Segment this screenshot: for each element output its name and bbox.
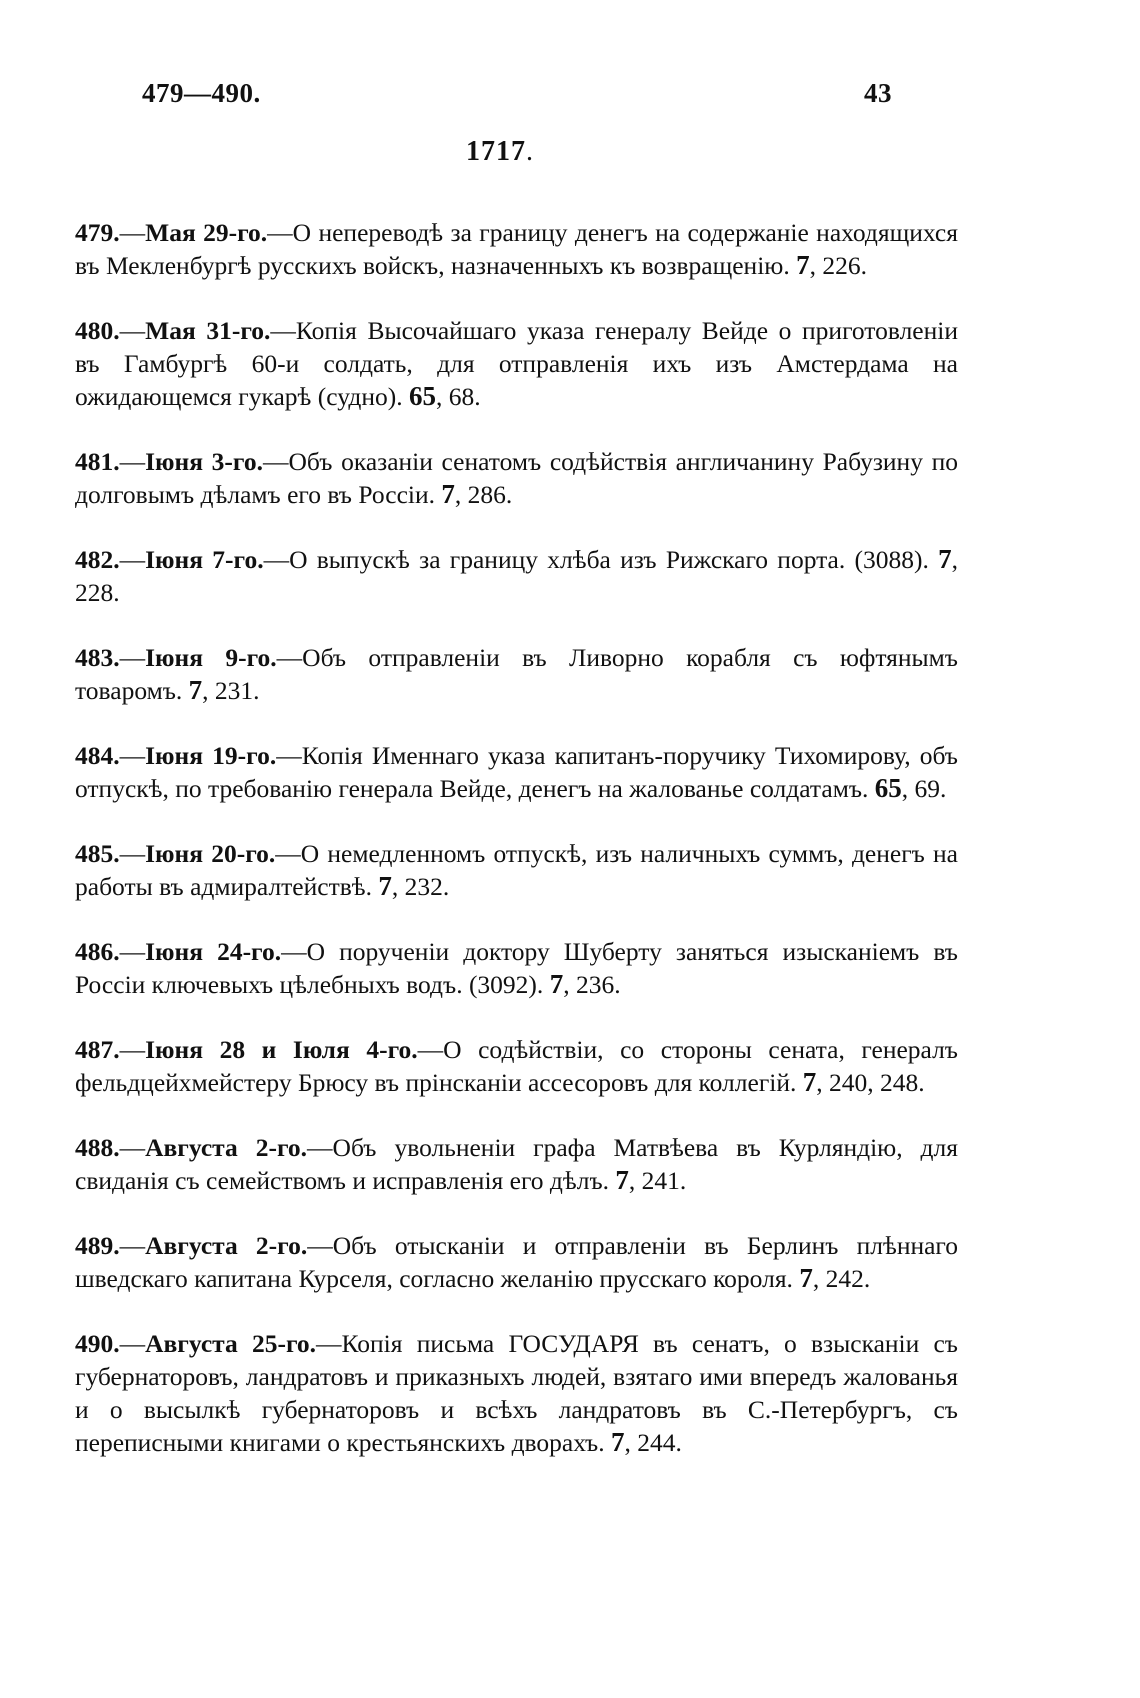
entry-volume: 7 <box>615 1164 629 1195</box>
entry-date: Іюня 19-го. <box>145 740 277 770</box>
entry-pages: , 286. <box>454 479 513 509</box>
entry-pages: , 68. <box>435 381 481 411</box>
entry-pages: , 244. <box>624 1427 682 1457</box>
entry-text: Копія Именнаго указа капитанъ-поручику Тихомирову, объ отпускѣ, по требованію генерала Вейде, денегъ на жалованье солдатамъ. <box>75 740 958 803</box>
entry-483: 483.—Іюня 9-го.—Объ отправленіи въ Ливорно корабля съ юфтянымъ товаромъ. 7, 231. <box>75 642 958 705</box>
entry-volume: 7 <box>610 1426 625 1457</box>
entry-number: 487. <box>75 1034 120 1064</box>
entry-pages: , 241. <box>628 1165 687 1195</box>
entry-volume: 65 <box>874 772 902 803</box>
entry-text: Объ отысканіи и отправленіи въ Берлинъ плѣннаго шведскаго капитана Курселя, согласно желанію прусскаго короля. <box>75 1230 959 1293</box>
entry-number: 479. <box>75 217 120 247</box>
entry-pages: , 236. <box>563 969 621 999</box>
entry-volume: 7 <box>188 674 203 705</box>
entry-text: Копія Высочайшаго указа генералу Вейде о приготовленіи въ Гамбургѣ 60-и солдать, для отправленія ихъ изъ Амстердама на ожидающемся гукарѣ (судно). <box>75 315 958 411</box>
entry-485: 485.—Іюня 20-го.—О немедленномъ отпускѣ, изъ наличныхъ суммъ, денегъ на работы въ адмиралтействѣ. 7, 232. <box>75 838 958 901</box>
year-heading: 1717 . <box>0 136 1000 168</box>
entry-number: 489. <box>75 1230 120 1260</box>
entry-486: 486.—Іюня 24-го.—О порученіи доктору Шуберту заняться изысканіемъ въ Россіи ключевыхъ цѣлебныхъ водъ. (3092). 7, 236. <box>75 936 958 999</box>
entry-pages: , 228. <box>75 544 959 607</box>
entry-text: Копія письма ГОСУДАРЯ въ сенатъ, о взысканіи съ губернаторовъ, ландратовъ и приказныхъ людей, взятаго ими впередъ жалованья и о высылкѣ губернаторовъ и всѣхъ ландратовъ въ С.-Петербургъ, съ переписными книгами о крестьянскихъ дворахъ. <box>75 1328 958 1457</box>
entry-number: 484. <box>75 740 120 770</box>
entry-number: 483. <box>75 642 120 672</box>
header-range: 479—490. <box>142 78 261 108</box>
entry-volume: 7 <box>799 1262 813 1293</box>
header-page-number: 43 <box>864 78 892 108</box>
entry-pages: , 242. <box>812 1263 871 1293</box>
entry-text: Объ отправленіи въ Ливорно корабля съ юфтянымъ товаромъ. <box>75 642 958 705</box>
entry-date: Іюня 9-го. <box>145 642 277 672</box>
entry-number: 490. <box>75 1328 120 1358</box>
entry-484: 484.—Іюня 19-го.—Копія Именнаго указа капитанъ-поручику Тихомирову, объ отпускѣ, по требованію генерала Вейде, денегъ на жалованье солдатамъ. 65, 69. <box>75 740 958 803</box>
entry-text: О содѣйствіи, со стороны сената, генералъ фельдцейхмейстеру Брюсу въ прінсканіи ассесоровъ для коллегій. <box>75 1034 958 1097</box>
entry-date: Іюня 28 и Іюля 4-го. <box>145 1034 418 1064</box>
entry-number: 486. <box>75 936 120 966</box>
entry-date: Августа 25-го. <box>145 1328 317 1358</box>
entry-text: Объ увольненіи графа Матвѣева въ Курляндію, для свиданія съ семействомъ и исправленія его дѣлъ. <box>75 1132 958 1195</box>
entry-volume: 7 <box>441 478 455 509</box>
entry-date: Іюня 7-го. <box>145 544 264 574</box>
entry-pages: , 69. <box>901 773 947 803</box>
entry-text: О немедленномъ отпускѣ, изъ наличныхъ суммъ, денегъ на работы въ адмиралтействѣ. <box>75 838 958 901</box>
entry-480: 480.—Мая 31-го.—Копія Высочайшаго указа генералу Вейде о приготовленіи въ Гамбургѣ 60-и солдать, для отправленія ихъ изъ Амстердама на ожидающемся гукарѣ (судно). 65, 68. <box>75 315 958 411</box>
entry-volume: 7 <box>549 968 564 999</box>
entry-list <box>75 190 958 1491</box>
entry-487: 487.—Іюня 28 и Іюля 4-го.—О содѣйствіи, со стороны сената, генералъ фельдцейхмейстеру Брюсу въ прінсканіи ассесоровъ для коллегій. 7, 240, 248. <box>75 1034 958 1097</box>
entry-number: 481. <box>75 446 120 476</box>
entry-text: О порученіи доктору Шуберту заняться изысканіемъ въ Россіи ключевыхъ цѣлебныхъ водъ. (3092). <box>75 936 958 999</box>
entry-date: Августа 2-го. <box>145 1132 308 1162</box>
entry-date: Іюня 20-го. <box>145 838 276 868</box>
entry-volume: 65 <box>408 380 436 411</box>
entry-text: О непереводѣ за границу денегъ на содержаніе находящихся въ Мекленбургѣ русскихъ войскъ, назначенныхъ къ возвращенію. <box>75 217 958 280</box>
entry-date: Мая 31-го. <box>145 315 271 345</box>
entry-490: 490.—Августа 25-го.—Копія письма ГОСУДАРЯ въ сенатъ, о взысканіи съ губернаторовъ, ландратовъ и приказныхъ людей, взятаго ими впередъ жалованья и о высылкѣ губернаторовъ и всѣхъ ландратовъ въ С.-Петербургъ, съ переписными книгами о крестьянскихъ дворахъ. 7, 244. <box>75 1328 958 1457</box>
entry-volume: 7 <box>938 543 952 574</box>
entry-volume: 7 <box>796 249 810 280</box>
entry-488: 488.—Августа 2-го.—Объ увольненіи графа Матвѣева въ Курляндію, для свиданія съ семействомъ и исправленія его дѣлъ. 7, 241. <box>75 1132 958 1195</box>
entry-pages: , 226. <box>809 250 867 280</box>
entry-number: 482. <box>75 544 120 574</box>
entry-date: Августа 2-го. <box>145 1230 308 1260</box>
entry-number: 480. <box>75 315 120 345</box>
entry-date: Іюня 3-го. <box>145 446 263 476</box>
entry-date: Мая 29-го. <box>145 217 268 247</box>
entry-date: Іюня 24-го. <box>145 936 282 966</box>
entry-text: Объ оказаніи сенатомъ содѣйствія англичанину Рабузину по долговымъ дѣламъ его въ Россіи. <box>75 446 958 509</box>
entry-pages: , 231. <box>202 675 260 705</box>
entry-number: 488. <box>75 1132 120 1162</box>
entry-479: 479.—Мая 29-го.—О непереводѣ за границу денегъ на содержаніе находящихся въ Мекленбургѣ русскихъ войскъ, назначенныхъ къ возвращенію. 7, 226. <box>75 217 958 280</box>
entry-482: 482.—Іюня 7-го.—О выпускѣ за границу хлѣба изъ Рижскаго порта. (3088). 7, 228. <box>75 543 959 607</box>
entry-text: О выпускѣ за границу хлѣба изъ Рижскаго порта. (3088). <box>289 544 929 574</box>
entry-481: 481.—Іюня 3-го.—Объ оказаніи сенатомъ содѣйствія англичанину Рабузину по долговымъ дѣламъ его въ Россіи. 7, 286. <box>75 446 958 509</box>
entry-volume: 7 <box>802 1066 817 1097</box>
entry-number: 485. <box>75 838 120 868</box>
entry-pages: , 240, 248. <box>816 1067 925 1097</box>
entry-489: 489.—Августа 2-го.—Объ отысканіи и отправленіи въ Берлинъ плѣннаго шведскаго капитана Курселя, согласно желанію прусскаго короля. 7, 242. <box>75 1230 959 1293</box>
entry-volume: 7 <box>378 870 392 901</box>
entry-pages: , 232. <box>391 871 450 901</box>
